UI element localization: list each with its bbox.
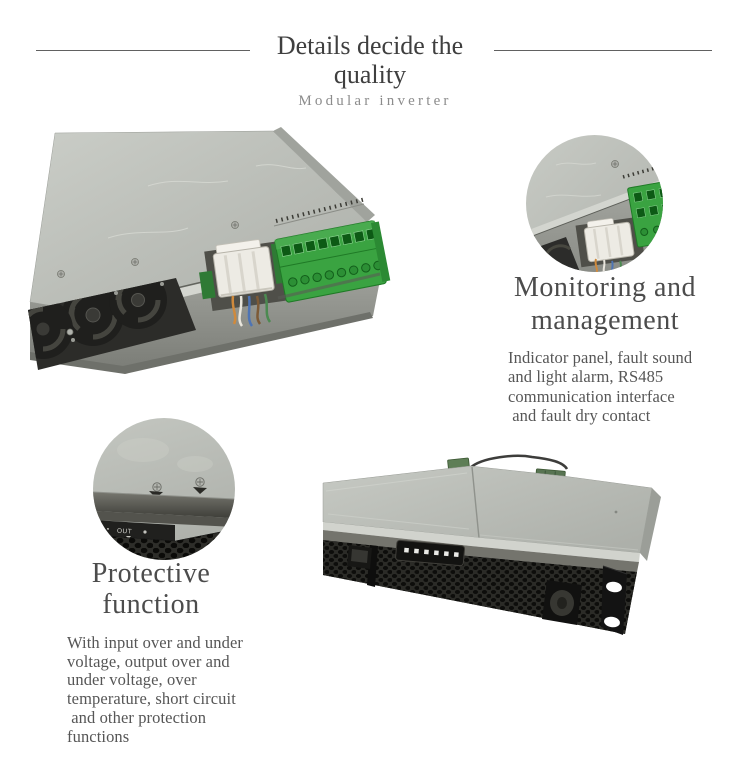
latch-recess xyxy=(347,545,372,569)
header-divider-left xyxy=(36,50,250,51)
mounting-ear xyxy=(601,566,627,635)
photo-terminal-closeup xyxy=(28,126,396,382)
protective-body xyxy=(67,634,277,746)
protective-body-line: and other protection xyxy=(67,707,207,727)
protective-body-line: temperature, short circuit xyxy=(67,689,236,709)
monitoring-heading-line2: management xyxy=(530,305,680,336)
vent-out-label: OUT xyxy=(116,527,133,536)
page-subtitle: Modular inverter xyxy=(298,93,452,109)
page-title-line2: quality xyxy=(333,60,407,89)
photo-vent-art xyxy=(93,418,235,560)
page-title xyxy=(250,31,490,89)
monitoring-body-line: communication interface xyxy=(508,386,675,406)
photo-monitoring-art xyxy=(526,135,663,272)
protective-body-line: under voltage, over xyxy=(67,670,197,690)
protective-heading-line1: Protective xyxy=(91,558,211,589)
monitoring-heading-line1: Monitoring and xyxy=(514,272,696,303)
protective-body-line: With input over and under xyxy=(67,633,243,652)
protective-heading-line2: function xyxy=(102,589,200,620)
photo-vent-detail xyxy=(93,418,235,560)
carry-handle xyxy=(470,456,567,469)
protective-body-line: functions xyxy=(67,726,130,746)
monitoring-body-line: and light alarm, RS485 xyxy=(508,367,664,387)
screw xyxy=(612,161,619,168)
protective-heading xyxy=(44,558,258,620)
photo-monitoring-detail xyxy=(526,135,663,272)
monitoring-body-line: and fault dry contact xyxy=(508,405,651,425)
photo-terminal-closeup-art xyxy=(28,126,396,382)
photo-rack-unit xyxy=(320,438,750,638)
page-title-line1: Details decide the xyxy=(276,31,464,60)
monitoring-heading xyxy=(492,271,718,337)
protective-body-line: voltage, output over and xyxy=(67,651,230,671)
fan-opening xyxy=(542,580,582,625)
photo-rack-unit-art xyxy=(320,438,750,638)
header-divider-right xyxy=(494,50,712,51)
monitoring-body xyxy=(508,348,728,425)
monitoring-body-line: Indicator panel, fault sound xyxy=(508,348,693,367)
